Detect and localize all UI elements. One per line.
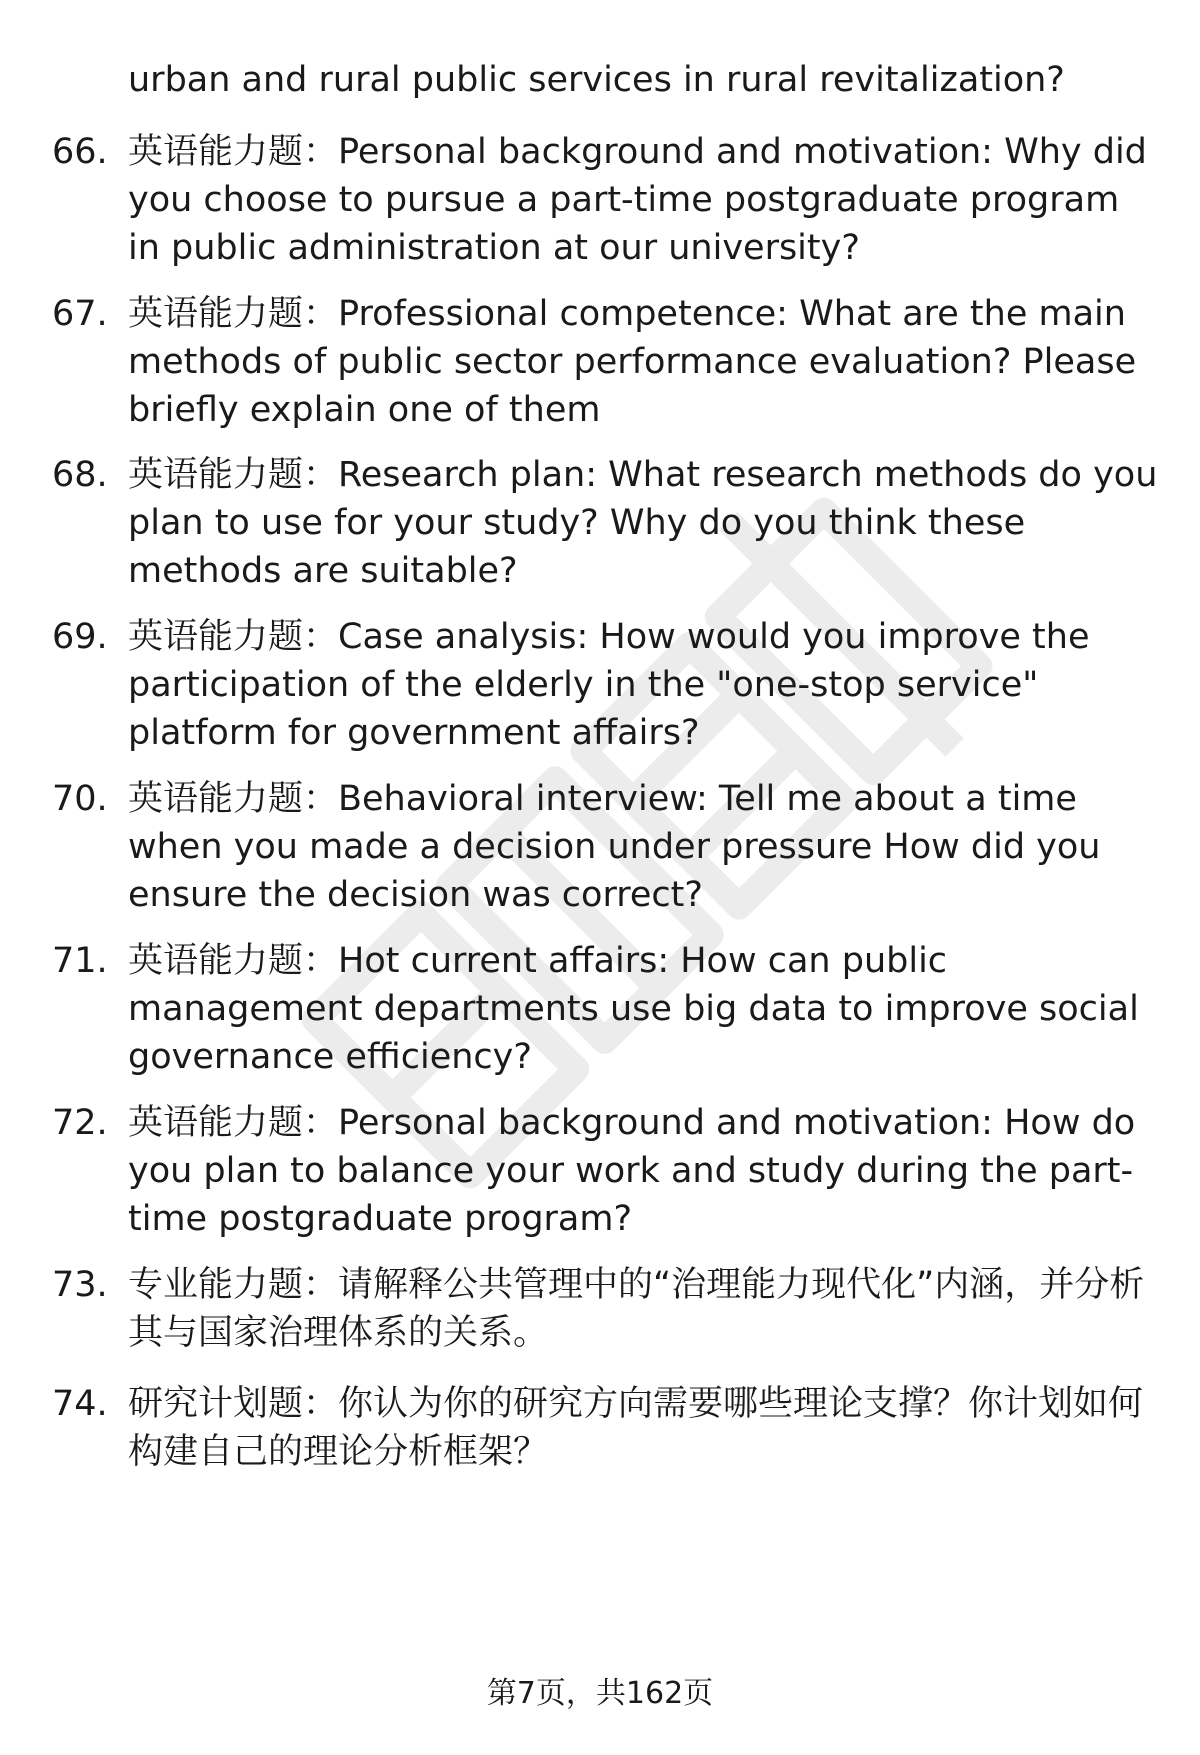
question-number: 67. (52, 294, 108, 334)
question-number: 73. (52, 1265, 108, 1305)
question-text: 英语能力题：Professional competence: What are the main methods of public sector performance evaluation? Please briefly explain one of them (128, 294, 1137, 430)
question-number: 74. (52, 1384, 108, 1424)
question-number: 68. (52, 455, 108, 495)
question-number: 70. (52, 779, 108, 819)
question-number: 69. (52, 617, 108, 657)
question-text: 英语能力题：Case analysis: How would you improve the participation of the elderly in the "one-stop service" platform for government affairs? (128, 617, 1090, 753)
question-text: 英语能力题：Hot current affairs: How can public management departments use big data to improve social governance efficiency? (128, 941, 1139, 1077)
question-text: 英语能力题：Research plan: What research methods do you plan to use for your study? Why do you think these methods are suitable? (128, 455, 1158, 591)
question-text: 英语能力题：Personal background and motivation: How do you plan to balance your work and study during the part-time postgraduate program? (128, 1103, 1136, 1239)
question-number: 66. (52, 132, 108, 172)
question-text: 英语能力题：Behavioral interview: Tell me about a time when you made a decision under pressure How did you ensure the decision was correct? (128, 779, 1101, 915)
question-number: 71. (52, 941, 108, 981)
page-footer: 第7页，共162页 (486, 1676, 714, 1711)
question-number: 72. (52, 1103, 108, 1143)
question-text: 英语能力题：Personal background and motivation: Why did you choose to pursue a part-time postgraduate program in public administration at our university? (128, 132, 1147, 268)
continued-question-text: urban and rural public services in rural revitalization? (128, 60, 1065, 100)
question-text: 研究计划题：你认为你的研究方向需要哪些理论支撑？你计划如何构建自己的理论分析框架？ (128, 1384, 1144, 1472)
question-text: 专业能力题：请解释公共管理中的“治理能力现代化”内涵，并分析其与国家治理体系的关系。 (128, 1265, 1145, 1353)
